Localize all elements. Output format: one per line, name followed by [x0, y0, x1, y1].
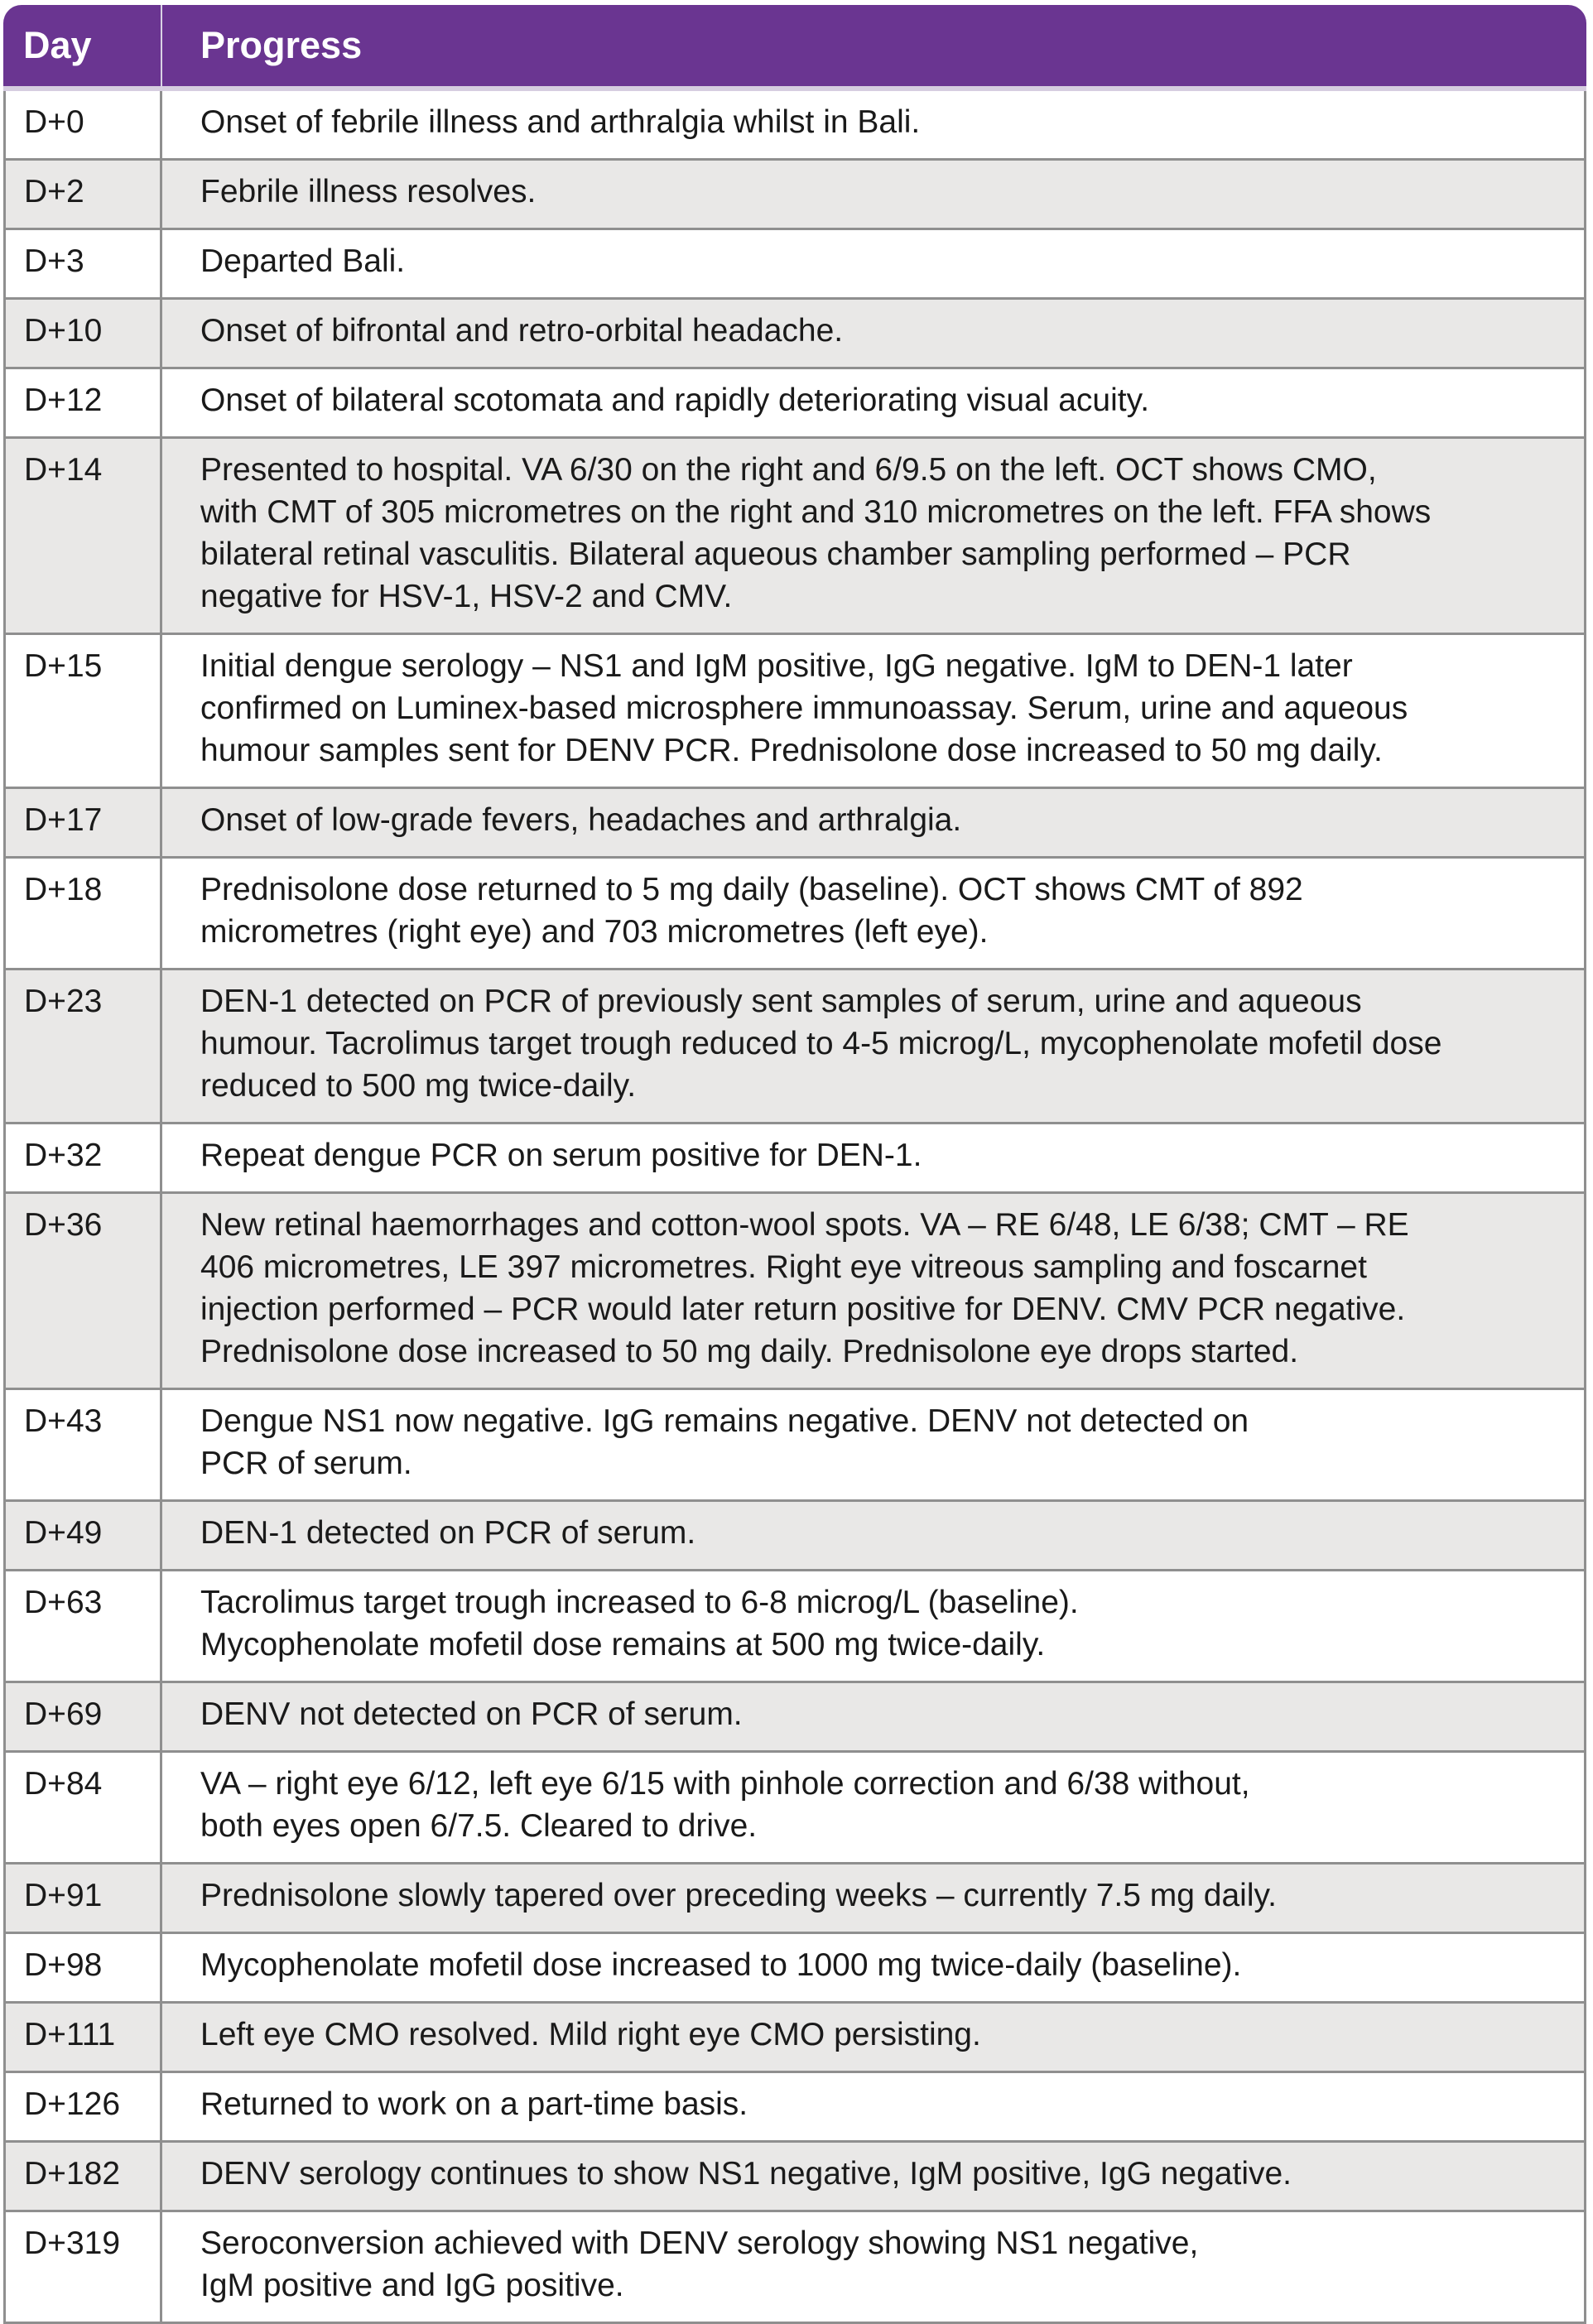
table-row	[3, 789, 1586, 859]
progress-cell: Presented to hospital. VA 6/30 on the right and 6/9.5 on the left. OCT shows CMO, with CMT of 305 micrometres on the right and 310 micrometres on the left. FFA shows bilateral retinal vasculitis. Bilateral aqueous chamber sampling performed – PCR negative for HSV-1, HSV-2 and CMV.	[162, 439, 1586, 635]
day-cell: D+36	[3, 1194, 162, 1390]
table-row	[3, 970, 1586, 1124]
column-header-progress: Progress	[162, 5, 1586, 91]
progress-cell: DEN-1 detected on PCR of serum.	[162, 1502, 1586, 1571]
day-cell: D+10	[3, 300, 162, 369]
progress-cell: VA – right eye 6/12, left eye 6/15 with pinhole correction and 6/38 without, both eyes open 6/7.5. Cleared to drive.	[162, 1753, 1586, 1864]
day-cell: D+111	[3, 2004, 162, 2073]
day-cell: D+84	[3, 1753, 162, 1864]
progress-cell: Returned to work on a part-time basis.	[162, 2073, 1586, 2143]
progress-cell: DENV serology continues to show NS1 negative, IgM positive, IgG negative.	[162, 2143, 1586, 2212]
table-row	[3, 1683, 1586, 1753]
day-cell: D+23	[3, 970, 162, 1124]
day-cell: D+69	[3, 1683, 162, 1753]
day-cell: D+43	[3, 1390, 162, 1502]
table-row	[3, 1502, 1586, 1571]
progress-cell: New retinal haemorrhages and cotton-wool spots. VA – RE 6/48, LE 6/38; CMT – RE 406 micrometres, LE 397 micrometres. Right eye vitreous sampling and foscarnet injection performed – PCR would later return positive for DENV. CMV PCR negative. Prednisolone dose increased to 50 mg daily. Prednisolone eye drops started.	[162, 1194, 1586, 1390]
progress-cell: Repeat dengue PCR on serum positive for DEN-1.	[162, 1124, 1586, 1194]
day-cell: D+32	[3, 1124, 162, 1194]
table-row	[3, 369, 1586, 439]
day-cell: D+0	[3, 91, 162, 161]
column-header-day: Day	[3, 5, 162, 91]
progress-cell: Onset of bifrontal and retro-orbital headache.	[162, 300, 1586, 369]
table-row	[3, 161, 1586, 230]
progress-cell: Onset of bilateral scotomata and rapidly deteriorating visual acuity.	[162, 369, 1586, 439]
day-cell: D+18	[3, 859, 162, 970]
table-row	[3, 230, 1586, 300]
table-row	[3, 1390, 1586, 1502]
day-cell: D+49	[3, 1502, 162, 1571]
table-row	[3, 91, 1586, 161]
day-cell: D+3	[3, 230, 162, 300]
table-row	[3, 2073, 1586, 2143]
progress-cell: DEN-1 detected on PCR of previously sent samples of serum, urine and aqueous humour. Tacrolimus target trough reduced to 4-5 microg/L, mycophenolate mofetil dose reduced to 500 mg twice-daily.	[162, 970, 1586, 1124]
progress-cell: DENV not detected on PCR of serum.	[162, 1683, 1586, 1753]
table-row	[3, 1753, 1586, 1864]
header-row	[3, 5, 1586, 91]
table-row	[3, 1934, 1586, 2004]
progress-cell: Febrile illness resolves.	[162, 161, 1586, 230]
progress-cell: Seroconversion achieved with DENV serology showing NS1 negative, IgM positive and IgG positive.	[162, 2212, 1586, 2324]
progress-cell: Departed Bali.	[162, 230, 1586, 300]
table-row	[3, 1864, 1586, 1934]
progress-cell: Onset of low-grade fevers, headaches and arthralgia.	[162, 789, 1586, 859]
day-cell: D+17	[3, 789, 162, 859]
day-cell: D+63	[3, 1571, 162, 1683]
table-row	[3, 2004, 1586, 2073]
table-header	[3, 5, 1586, 91]
day-cell: D+319	[3, 2212, 162, 2324]
day-cell: D+91	[3, 1864, 162, 1934]
table-row	[3, 1571, 1586, 1683]
day-cell: D+15	[3, 635, 162, 789]
table-row	[3, 300, 1586, 369]
table-row	[3, 635, 1586, 789]
table-row	[3, 2143, 1586, 2212]
progress-cell: Prednisolone slowly tapered over preceding weeks – currently 7.5 mg daily.	[162, 1864, 1586, 1934]
table-row	[3, 2212, 1586, 2324]
table-row	[3, 859, 1586, 970]
progress-cell: Dengue NS1 now negative. IgG remains negative. DENV not detected on PCR of serum.	[162, 1390, 1586, 1502]
progress-cell: Initial dengue serology – NS1 and IgM positive, IgG negative. IgM to DEN-1 later confirmed on Luminex-based microsphere immunoassay. Serum, urine and aqueous humour samples sent for DENV PCR. Prednisolone dose increased to 50 mg daily.	[162, 635, 1586, 789]
day-cell: D+98	[3, 1934, 162, 2004]
timeline-table-container	[3, 5, 1586, 2324]
day-cell: D+182	[3, 2143, 162, 2212]
progress-cell: Left eye CMO resolved. Mild right eye CMO persisting.	[162, 2004, 1586, 2073]
timeline-table	[3, 5, 1586, 2324]
progress-cell: Prednisolone dose returned to 5 mg daily (baseline). OCT shows CMT of 892 micrometres (right eye) and 703 micrometres (left eye).	[162, 859, 1586, 970]
table-body	[3, 91, 1586, 2324]
progress-cell: Mycophenolate mofetil dose increased to 1000 mg twice-daily (baseline).	[162, 1934, 1586, 2004]
table-row	[3, 1194, 1586, 1390]
progress-cell: Onset of febrile illness and arthralgia whilst in Bali.	[162, 91, 1586, 161]
table-row	[3, 1124, 1586, 1194]
day-cell: D+126	[3, 2073, 162, 2143]
progress-cell: Tacrolimus target trough increased to 6-8 microg/L (baseline). Mycophenolate mofetil dose remains at 500 mg twice-daily.	[162, 1571, 1586, 1683]
day-cell: D+12	[3, 369, 162, 439]
day-cell: D+2	[3, 161, 162, 230]
table-row	[3, 439, 1586, 635]
day-cell: D+14	[3, 439, 162, 635]
